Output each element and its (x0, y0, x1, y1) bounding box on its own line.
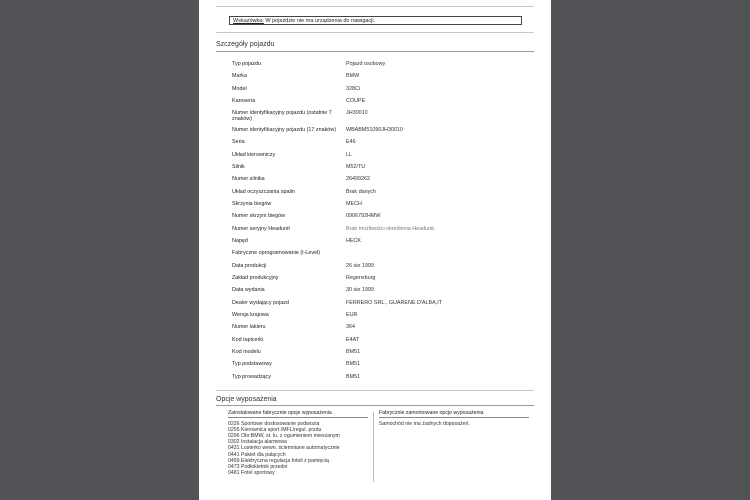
vehicle-details-table (232, 61, 522, 386)
option-item: Samochód nie ma żadnych doposażeń. (379, 421, 470, 428)
detail-row (232, 164, 522, 176)
detail-value: E4AT (346, 336, 360, 343)
detail-label: Marka (232, 73, 247, 80)
retrofit-options-heading: Fabrycznie zamontowane opcje wyposażenia (379, 410, 529, 418)
detail-row (232, 337, 522, 349)
section-divider-top (216, 32, 534, 33)
detail-value: EUR (346, 312, 358, 319)
detail-value: BM51 (346, 349, 361, 356)
detail-label: Zakład produkcyjny (232, 275, 279, 281)
detail-label: Typ pojazdu (232, 61, 262, 67)
detail-row (232, 152, 522, 164)
detail-label: Numer identyfikacyjny pojazdu (ostatnie 7 znaków) (232, 110, 332, 123)
detail-label: Napęd (232, 237, 248, 244)
detail-label: Numer silnika (232, 176, 265, 183)
detail-row (232, 349, 522, 361)
detail-row (232, 361, 522, 373)
top-divider (216, 6, 534, 7)
detail-value: COUPE (346, 98, 366, 105)
detail-label: Data wydania (232, 287, 265, 294)
detail-row (232, 176, 522, 188)
detail-value: 328Ci (346, 85, 361, 92)
detail-value: Brak możliwości określenia Headunit. (346, 225, 436, 232)
detail-row (232, 61, 522, 73)
detail-value: Brak danych (346, 188, 376, 195)
detail-label: Karoseria (232, 98, 256, 105)
detail-label: Fabryczne oprogramowanie (I-Level) (232, 250, 321, 257)
detail-value: MECH (346, 200, 362, 207)
detail-label: Model (232, 85, 247, 92)
detail-label: Kod modelu (232, 349, 261, 356)
detail-value: HECK (346, 237, 361, 244)
detail-row (232, 110, 522, 127)
detail-row (232, 201, 522, 213)
options-title: Opcje wyposażenia (216, 396, 277, 403)
detail-value: 364 (346, 324, 355, 331)
detail-value: E46 (346, 139, 356, 146)
detail-row (232, 238, 522, 250)
detail-value: LL (346, 151, 352, 158)
detail-row (232, 324, 522, 336)
navigation-hint-box (229, 16, 522, 25)
detail-value: 26499262 (346, 176, 370, 183)
factory-options-column (228, 410, 368, 476)
option-item: 0431 Lusterko wewn. ściemniane automatycznie (228, 445, 340, 452)
detail-value: BM51 (346, 361, 361, 368)
detail-value: M52/TU (346, 163, 366, 170)
option-item: 0473 Podłokietnik przedni (228, 463, 288, 470)
detail-label: Układ oczyszczania spalin (232, 188, 295, 195)
detail-label: Data produkcji (232, 262, 267, 269)
detail-label: Skrzynia biegów (232, 200, 272, 207)
detail-value: BM51 (346, 373, 361, 380)
detail-row (232, 312, 522, 324)
detail-row (232, 300, 522, 312)
option-item: 0296 Obr.BMW, st. lu. z ogumieniem mieszanym (228, 433, 340, 440)
detail-row (232, 250, 522, 262)
options-column-divider (373, 412, 374, 482)
detail-row (232, 226, 522, 238)
detail-row (232, 189, 522, 201)
detail-value: 0906792HMW (346, 213, 381, 220)
detail-value: Pojazd osobowy (346, 61, 386, 67)
detail-row (232, 263, 522, 275)
detail-label: Typ podstawowy (232, 361, 272, 368)
detail-label: Numer identyfikacyjny pojazdu (17 znaków) (232, 126, 336, 133)
detail-label: Seria (232, 139, 245, 146)
vehicle-details-rule (216, 51, 534, 52)
detail-value: Regensburg (346, 275, 376, 281)
detail-value: JH30010 (346, 110, 368, 117)
detail-row (232, 213, 522, 225)
detail-label: Numer skrzyni biegów (232, 213, 286, 220)
detail-label: Silnik (232, 163, 245, 170)
detail-row (232, 98, 522, 110)
option-item: 0255 Kierownica sport./MFL/regul. przdu (228, 427, 322, 434)
option-item: 0441 Pakiet dla palących (228, 451, 286, 458)
options-rule (216, 405, 534, 406)
hint-text: W pojeździe nie ma urządzenia do nawigacji. (263, 18, 376, 24)
detail-row (232, 287, 522, 299)
detail-row (232, 86, 522, 98)
options-panel (216, 410, 534, 492)
option-item: 0481 Fotel sportowy (228, 469, 275, 476)
detail-row (232, 127, 522, 139)
detail-value: BMW (346, 73, 360, 80)
option-item: 0302 Instalacja alarmowa (228, 439, 287, 446)
detail-label: Wersja krajowa (232, 312, 269, 319)
detail-value: 26 sie 1999 (346, 262, 374, 269)
vehicle-details-title: Szczegóły pojazdu (216, 41, 275, 48)
option-item: 0459 Elektryczna regulacja foteli z pamięcią (228, 457, 329, 464)
retrofit-options-column (379, 410, 529, 427)
detail-row (232, 73, 522, 85)
option-item: 0226 Sportowe dostosowanie podwozia (228, 421, 320, 428)
detail-value: 30 sie 1999 (346, 287, 374, 294)
detail-label: Numer lakieru (232, 324, 266, 331)
detail-value: FERRERO SRL., GUARENE D'ALBA,IT (346, 299, 442, 306)
factory-options-heading: Zainstalowane fabrycznie opcje wyposażenia (228, 410, 368, 418)
document-page (199, 0, 551, 500)
detail-row (232, 139, 522, 151)
options-divider-top (216, 390, 534, 391)
hint-label: Wskazówka: (233, 18, 264, 24)
detail-label: Dealer wydający pojazd (232, 299, 289, 306)
detail-value: WBABM51090JH30010 (346, 126, 403, 133)
detail-row (232, 374, 522, 386)
detail-label: Numer seryjny Headunit (232, 225, 290, 232)
detail-label: Typ prowadzący (232, 373, 271, 380)
detail-label: Układ kierowniczy (232, 151, 276, 158)
detail-label: Kod tapicerki (232, 336, 264, 343)
detail-row (232, 275, 522, 287)
